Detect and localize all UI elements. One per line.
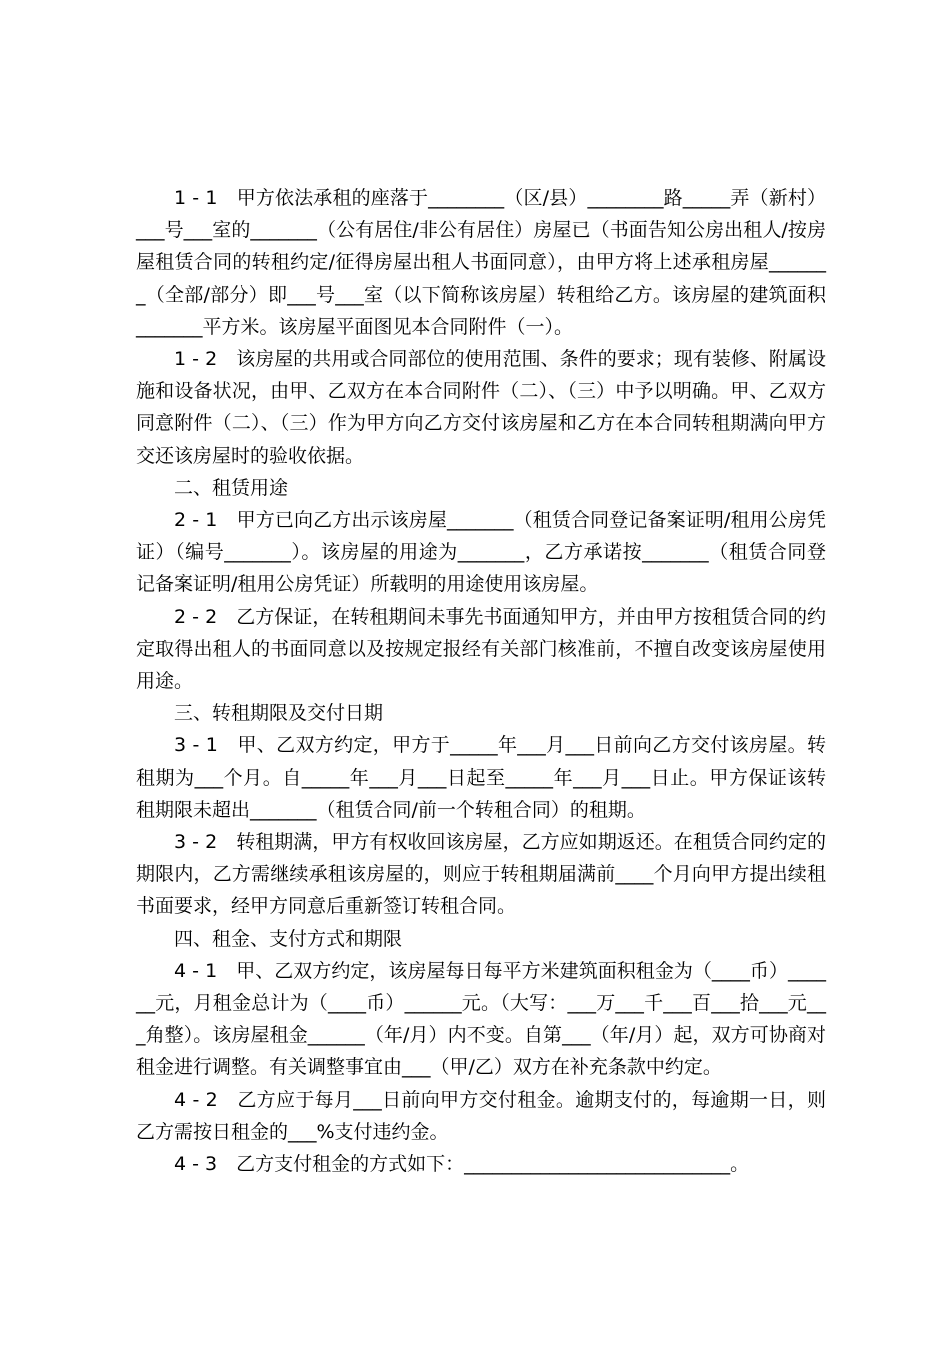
clause-4-1: 4 - 1 甲、乙双方约定，该房屋每日每平方米建筑面积租金为（____币）______元，月租金总计为（____币）______元。（大写：___万___千___百___拾___元___角整）。该房屋租金______（年/月）内不变。自第___（年/月）起，双方可协商对租金进行调整。有关调整事宜由___（甲/乙）双方在补充条款中约定。 xyxy=(136,959,826,1079)
document-page xyxy=(136,182,826,1180)
clause-1-1: 1 - 1 甲方依法承租的座落于________（区/县）________路_____弄（新村）___号___室的_______（公有居住/非公有居住）房屋已（书面告知公房出租人/按房屋租赁合同的转租约定/征得房屋出租人书面同意），由甲方将上述承租房屋_______（全部/部分）即___号___室（以下简称该房屋）转租给乙方。该房屋的建筑面积_______平方米。该房屋平面图见本合同附件（一）。 xyxy=(136,187,826,338)
clause-1-2: 1 - 2 该房屋的共用或合同部位的使用范围、条件的要求；现有装修、附属设施和设备状况，由甲、乙双方在本合同附件（二）、（三）中予以明确。甲、乙双方同意附件（二）、（三）作为甲方向乙方交付该房屋和乙方在本合同转租期满向甲方交还该房屋时的验收依据。 xyxy=(136,348,826,467)
clause-2-2: 2 - 2 乙方保证，在转租期间未事先书面通知甲方，并由甲方按租赁合同的约定取得出租人的书面同意以及按规定报经有关部门核准前，不擅自改变该房屋使用用途。 xyxy=(136,605,826,693)
clause-2-1: 2 - 1 甲方已向乙方出示该房屋_______（租赁合同登记备案证明/租用公房凭证）（编号_______）。该房屋的用途为_______，乙方承诺按_______（租赁合同登记备案证明/租用公房凭证）所载明的用途使用该房屋。 xyxy=(136,509,826,596)
clause-4-3: 4 - 3 乙方支付租金的方式如下：____________________________。 xyxy=(174,1153,750,1176)
clause-3-2: 3 - 2 转租期满，甲方有权收回该房屋，乙方应如期返还。在租赁合同约定的期限内，乙方需继续承租该房屋的，则应于转租期届满前____个月向甲方提出续租书面要求，经甲方同意后重新签订转租合同。 xyxy=(136,831,826,918)
clause-4-2: 4 - 2 乙方应于每月___日前向甲方交付租金。逾期支付的，每逾期一日，则乙方需按日租金的___%支付违约金。 xyxy=(136,1088,826,1143)
clause-3-1: 3 - 1 甲、乙双方约定，甲方于_____年___月___日前向乙方交付该房屋。转租期为___个月。自_____年___月___日起至_____年___月___日止。甲方保证该转租期限未超出_______（租赁合同/前一个转租合同）的租期。 xyxy=(136,734,826,821)
section-heading-rent: 四、租金、支付方式和期限 xyxy=(174,927,403,950)
section-heading-term: 三、转租期限及交付日期 xyxy=(174,702,384,725)
section-heading-usage: 二、租赁用途 xyxy=(174,476,289,499)
